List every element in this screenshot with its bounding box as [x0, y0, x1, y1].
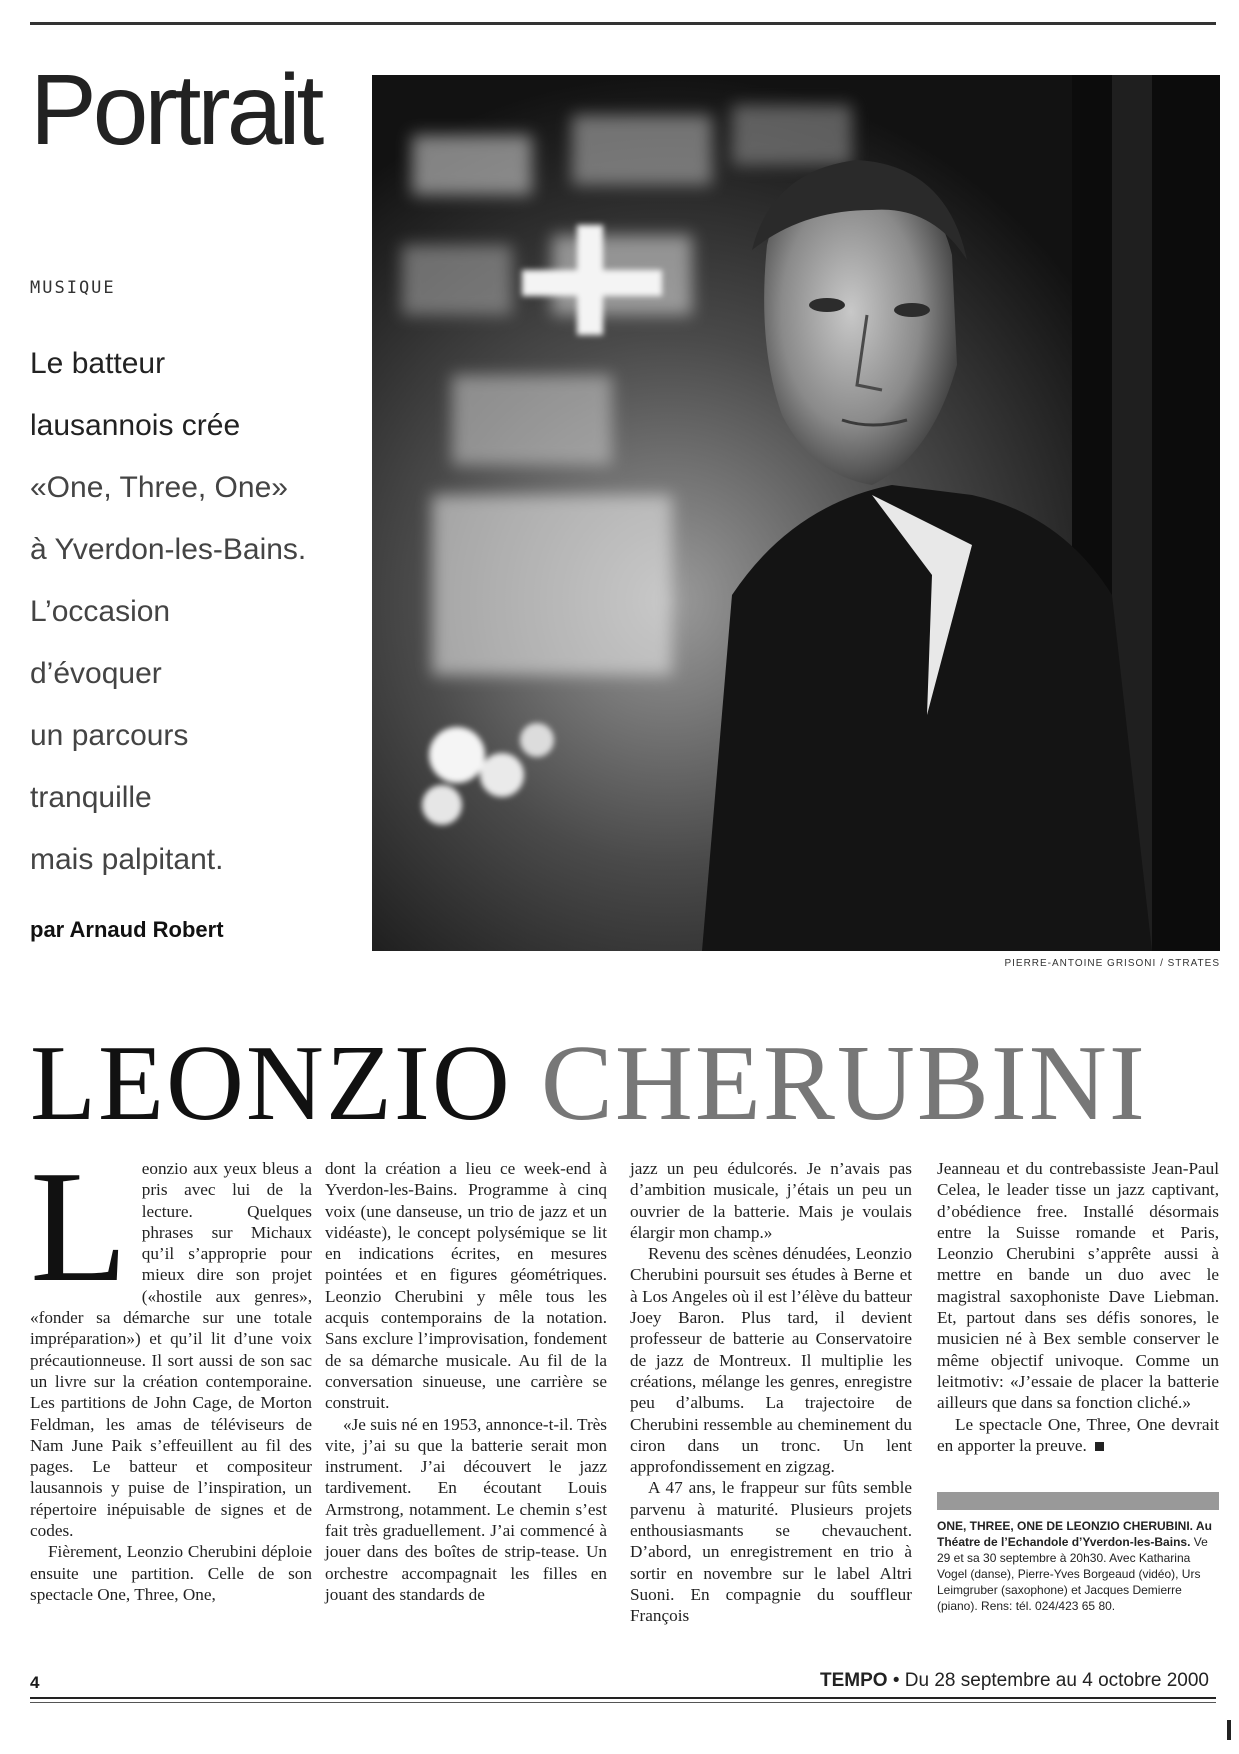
infobox-details: Ve 29 et sa 30 septembre à 20h30. Avec Katharina Vogel (danse), Pierre-Yves Borgeaud (vidéo), Urs Leimgruber (saxophone) et Jacques Demierre (piano). Rens: tél. 024/423 65 80. [937, 1535, 1208, 1614]
lead-line: mais palpitant. [30, 843, 224, 876]
article-paragraph: Revenu des scènes dénudées, Leonzio Cherubini poursuit ses études à Berne et à Los Angeles où il est l’élève du batteur Joey Baron. Plus tard, il devient professeur de batterie au Conservatoire de jazz de Montreux. Il multiplie les créations, mélange les genres, enregistre peu d’albums. La trajectoire de Cherubini ressemble au cheminement du ciron dans un tronc. Un lent approfondissement en zigzag. [630, 1244, 912, 1477]
headline [30, 1024, 1220, 1143]
article-paragraph: dont la création a lieu ce week-end à Yverdon-les-Bains. Programme à cinq voix (une danseuse, un trio de jazz et un vidéaste), le concept polysémique se lit en indications écrites, en mesures pointées et en figures géométriques. Leonzio Cherubini y mêle tous les acquis contemporains de la notation. Sans exclure l’improvisation, fondement de sa démarche musicale. Au fil de la conversation sinueuse, une carrière se construit. [325, 1159, 607, 1413]
lead-line: lausannois crée [30, 409, 241, 442]
infobox-title: ONE, THREE, ONE DE LEONZIO CHERUBINI. Au Théatre de l’Echandole d’Yverdon-les-Bains. [937, 1519, 1212, 1550]
article-column-2 [325, 1158, 607, 1605]
lead-line: Le batteur [30, 347, 166, 380]
article-paragraph: Jeanneau et du contrebassiste Jean-Paul Celea, le leader tisse un jazz captivant, d’obédience free. Installé désormais entre la Suisse romande et Paris, Leonzio Cherubini s’apprête aussi à mettre en bande un duo avec le magistral saxophoniste Dave Liebman. Et, partout dans ses défis sonores, le musicien né à Bex semble conserver le même objectif univoque. Comme un leitmotiv: «J’essaie de placer la batterie ailleurs que dans sa fonction cliché.» [937, 1159, 1219, 1413]
drop-cap: L [30, 1137, 128, 1315]
lead-line: un parcours [30, 719, 189, 752]
closing-sentence: Le spectacle One, Three, One devrait en apporter la preuve. [937, 1414, 1219, 1455]
article-paragraph: A 47 ans, le frappeur sur fûts semble parvenu à maturité. Plusieurs projets enthousiasmants se chevauchent. D’abord, un enregistrement en trio à sortir en novembre sur le label Altri Suoni. En compagnie du souffleur François [630, 1478, 912, 1626]
article-paragraph: Fièrement, Leonzio Cherubini déploie ensuite une partition. Celle de son spectacle One, Three, One, [30, 1542, 312, 1604]
article-paragraph: «Je suis né en 1953, annonce-t-il. Très vite, j’ai su que la batterie serait mon instrument. J’ai découvert le jazz tardivement. En écoutant Louis Armstrong, notamment. Le chemin s’est fait très graduellement. J’ai commencé à jouer dans des boîtes de strip-tease. Un orchestre accompagnait les filles en jouant des standards de [325, 1414, 607, 1604]
article-column-3 [630, 1158, 912, 1627]
byline: par Arnaud Robert [30, 917, 224, 942]
footer-info [820, 1670, 1209, 1692]
event-infobox [937, 1518, 1219, 1614]
lead-line: à Yverdon-les-Bains. [30, 533, 307, 566]
article-paragraph [937, 1414, 1219, 1457]
article-paragraph: eonzio aux yeux bleus a pris avec lui de la lecture. Quelques phrases sur Michaux qu’il s’approprie pour mieux dire son projet («hostile aux genres», «fonder sa démarche sur une totale impréparation») et qu’il lit d’une voix précautionneuse. Il sort aussi de son sac un livre sur la création contemporaine. Les partitions de John Cage, de Morton Feldman, les amas de téléviseurs de Nam June Paik s’effeuillent au fil des pages. Le batteur et compositeur lausannois y puise de l’inspiration, un répertoire inépuisable de signes et de codes. [30, 1159, 312, 1541]
issue-dates: Du 28 septembre au 4 octobre 2000 [904, 1670, 1209, 1691]
bottom-rule-thin [30, 1702, 1216, 1703]
bottom-rule [30, 1697, 1216, 1699]
headline-last-name: CHERUBINI [540, 1024, 1147, 1143]
magazine-name: TEMPO [820, 1670, 888, 1691]
lead-line: d’évoquer [30, 657, 162, 690]
footer-separator: • [892, 1670, 900, 1691]
lead-line: L’occasion [30, 595, 171, 628]
section-title: Portrait [30, 54, 321, 166]
infobox-bar [937, 1492, 1219, 1510]
section-kicker: MUSIQUE [30, 278, 116, 298]
article-column-1 [30, 1137, 312, 1605]
lead-paragraph [30, 333, 360, 891]
photo-credit: PIERRE-ANTOINE GRISONI / STRATES [1004, 958, 1220, 969]
top-rule [30, 22, 1216, 25]
edge-mark [1227, 1720, 1231, 1740]
lead-line: tranquille [30, 781, 152, 814]
article-column-4 [937, 1158, 1219, 1614]
portrait-photo [372, 75, 1220, 951]
page-number: 4 [30, 1673, 40, 1692]
end-mark-icon [1095, 1442, 1104, 1451]
lead-line: «One, Three, One» [30, 471, 288, 504]
article-paragraph: jazz un peu édulcorés. Je n’avais pas d’ambition musicale, j’étais un peu un ouvrier de la batterie. Mais je voulais élargir mon champ.» [630, 1159, 912, 1242]
headline-first-name: LEONZIO [30, 1024, 512, 1143]
